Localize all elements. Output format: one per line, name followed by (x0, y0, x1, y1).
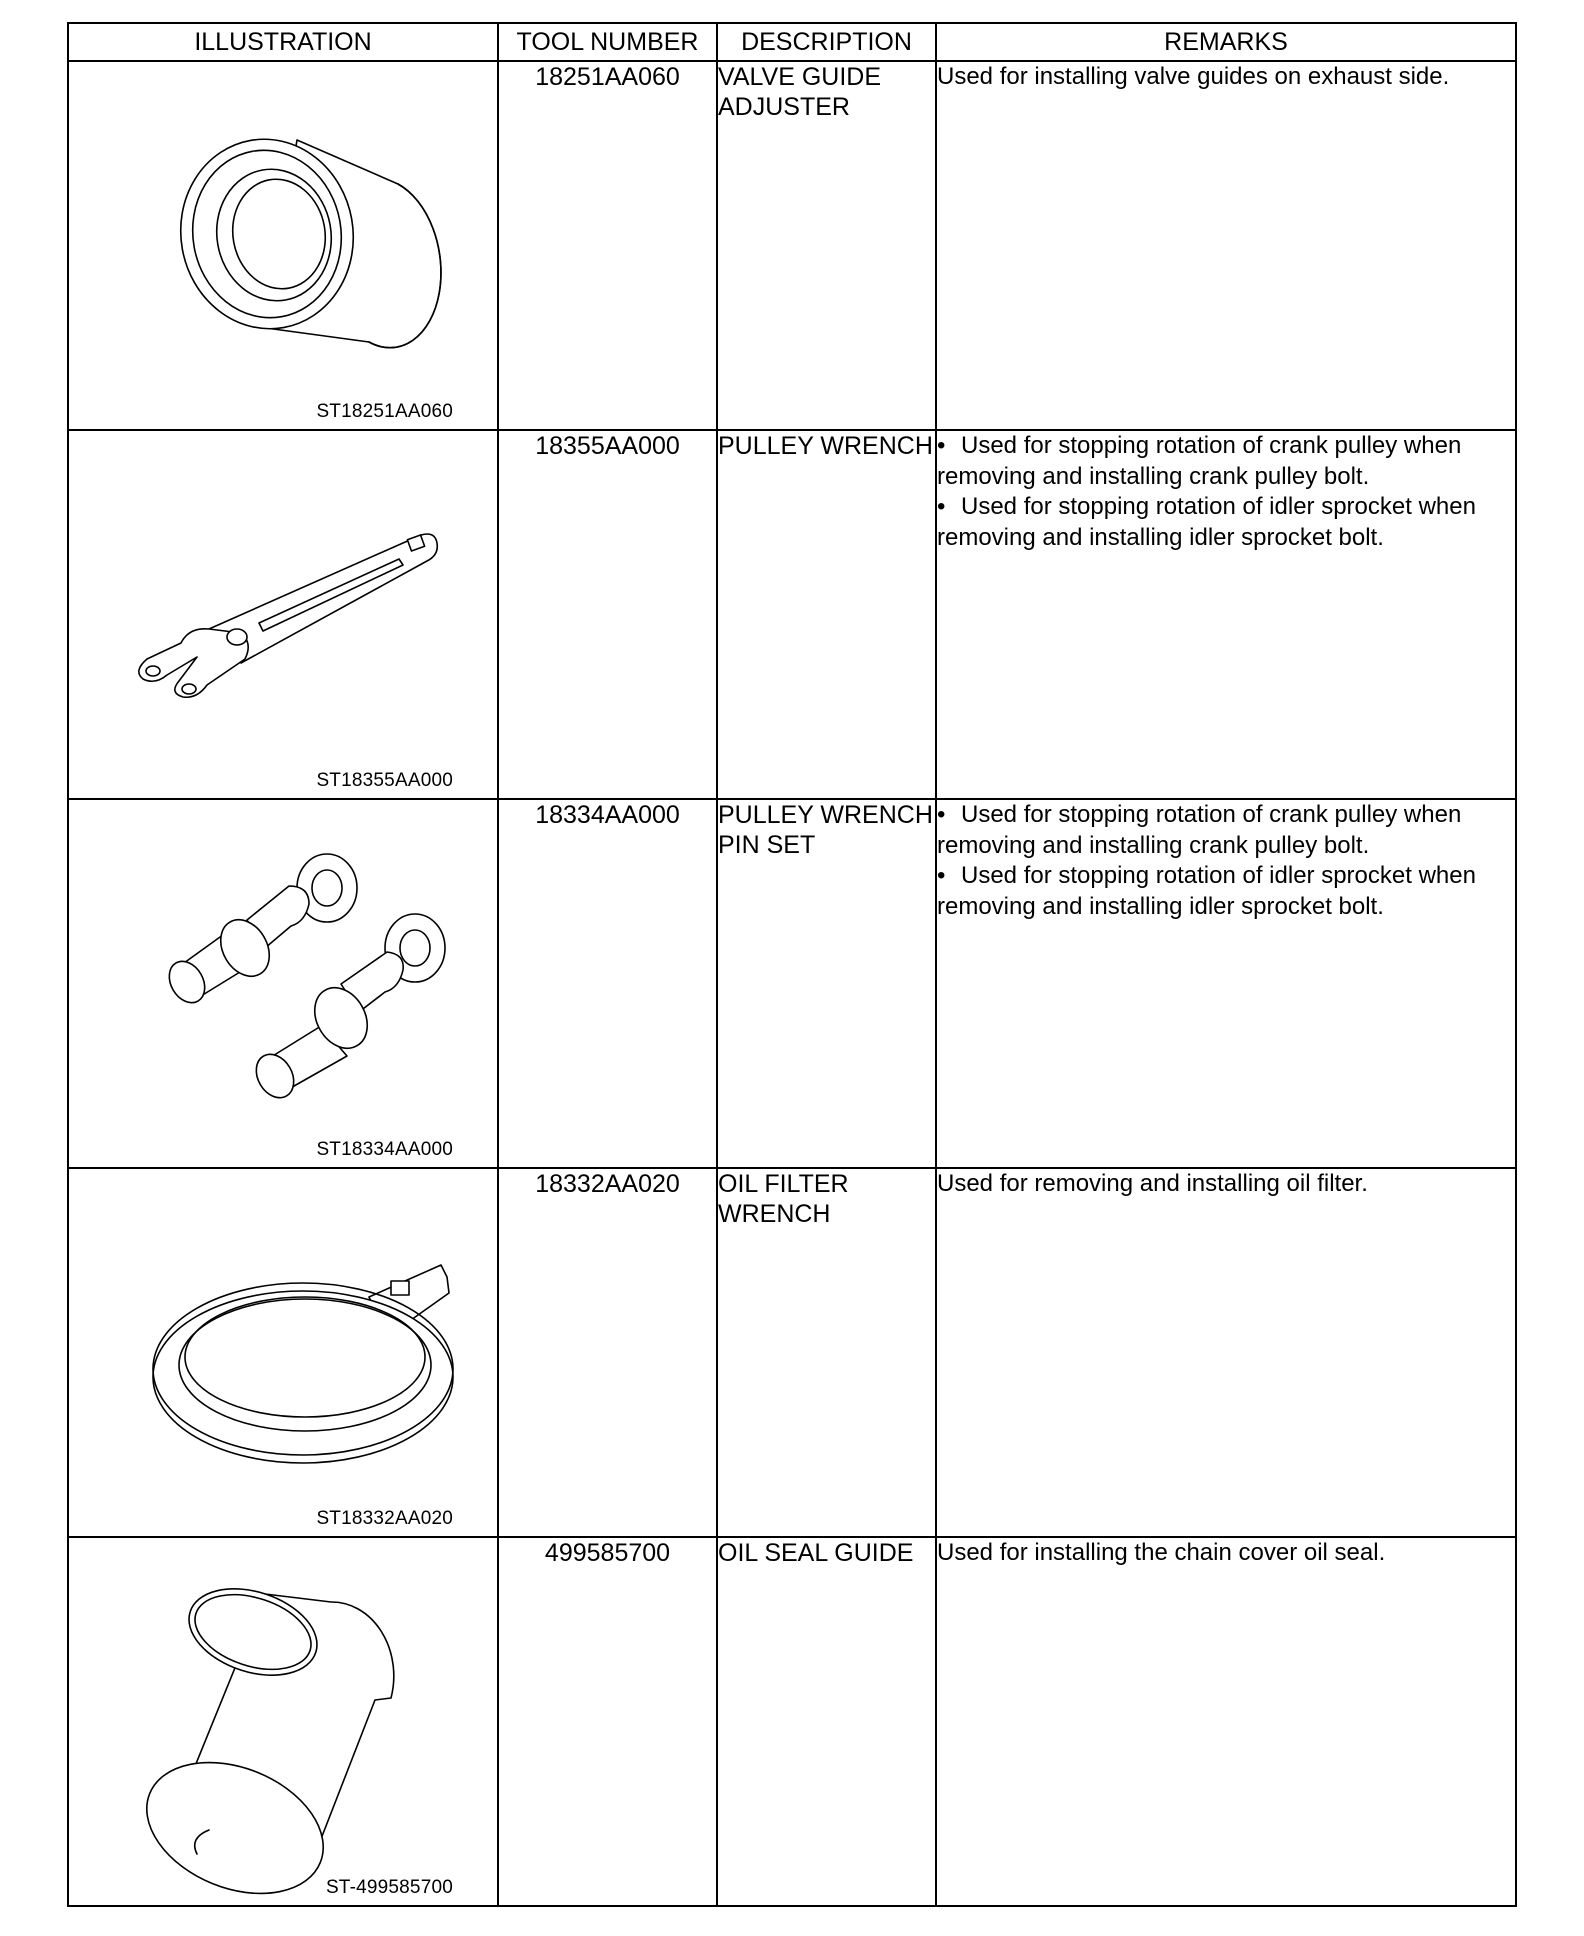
tool-description: OIL FILTER WRENCH (717, 1168, 936, 1537)
tool-remarks (936, 1537, 1516, 1906)
illustration-caption: ST18334AA000 (316, 1139, 453, 1160)
illustration-cell (68, 1537, 498, 1906)
table-row (68, 1168, 1516, 1537)
table-row (68, 799, 1516, 1168)
header-tool-number: TOOL NUMBER (498, 23, 717, 61)
remark-text: • Used for stopping rotation of idler sprocket when removing and installing idler sprocket bolt. (937, 492, 1515, 553)
illustration-caption: ST18251AA060 (316, 401, 453, 422)
header-description: DESCRIPTION (717, 23, 936, 61)
remark-text: • Used for stopping rotation of crank pulley when removing and installing crank pulley bolt. (937, 431, 1515, 492)
pulley-wrench-pin-set-illustration (69, 800, 499, 1167)
special-tools-table (67, 22, 1517, 1907)
table-row (68, 430, 1516, 799)
tool-number: 18332AA020 (498, 1168, 717, 1537)
illustration-caption: ST-499585700 (325, 1877, 453, 1898)
remark-text: Used for installing the chain cover oil seal. (937, 1539, 1386, 1566)
oil-filter-wrench-illustration (69, 1169, 499, 1536)
tool-number: 18334AA000 (498, 799, 717, 1168)
tool-number: 18355AA000 (498, 430, 717, 799)
header-row (68, 23, 1516, 61)
valve-guide-adjuster-illustration (69, 62, 499, 429)
oil-seal-guide-illustration (69, 1538, 499, 1905)
tool-number: 499585700 (498, 1537, 717, 1906)
tool-remarks (936, 1168, 1516, 1537)
tool-description: PULLEY WRENCH PIN SET (717, 799, 936, 1168)
tool-remarks (936, 799, 1516, 1168)
table-row (68, 1537, 1516, 1906)
illustration-cell (68, 61, 498, 430)
tool-remarks (936, 61, 1516, 430)
remark-text: Used for removing and installing oil filter. (937, 1170, 1368, 1197)
tool-description: PULLEY WRENCH (717, 430, 936, 799)
illustration-cell (68, 430, 498, 799)
illustration-cell (68, 799, 498, 1168)
header-remarks: REMARKS (936, 23, 1516, 61)
tool-remarks (936, 430, 1516, 799)
pulley-wrench-illustration (69, 431, 499, 798)
illustration-caption: ST18332AA020 (316, 1508, 453, 1529)
table-row (68, 61, 1516, 430)
tool-description: OIL SEAL GUIDE (717, 1537, 936, 1906)
remark-text: Used for installing valve guides on exhaust side. (937, 63, 1450, 90)
header-illustration: ILLUSTRATION (68, 23, 498, 61)
illustration-cell (68, 1168, 498, 1537)
tool-description: VALVE GUIDE ADJUSTER (717, 61, 936, 430)
remark-text: • Used for stopping rotation of idler sprocket when removing and installing idler sprocket bolt. (937, 861, 1515, 922)
tool-number: 18251AA060 (498, 61, 717, 430)
remark-text: • Used for stopping rotation of crank pulley when removing and installing crank pulley bolt. (937, 800, 1515, 861)
illustration-caption: ST18355AA000 (316, 770, 453, 791)
